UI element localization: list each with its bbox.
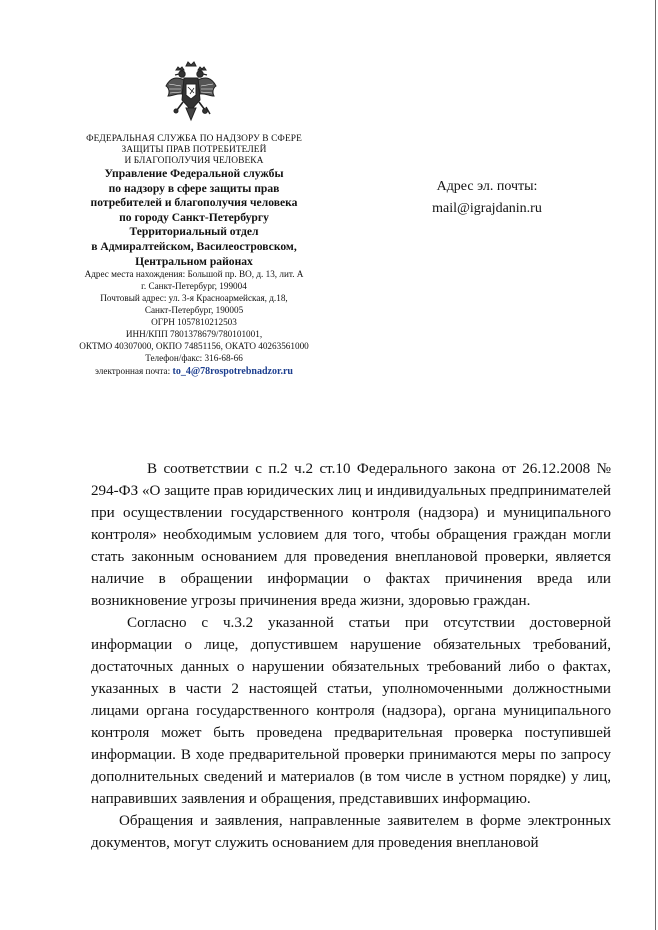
sender-header: [58, 134, 330, 377]
agency-name-line: ФЕДЕРАЛЬНАЯ СЛУЖБА ПО НАДЗОРУ В СФЕРЕ: [86, 134, 302, 144]
sender-email-link[interactable]: to_4@78rospotrebnadzor.ru: [172, 365, 293, 377]
address-line: г. Санкт-Петербург, 199004: [141, 281, 247, 292]
agency-name-line: И БЛАГОПОЛУЧИЯ ЧЕЛОВЕКА: [124, 156, 264, 166]
address-line: Санкт-Петербург, 190005: [144, 305, 244, 316]
sender-email-row: [58, 366, 330, 378]
department-line: в Адмиралтейском, Василеостровском,: [91, 239, 297, 253]
department-line: потребителей и благополучия человека: [90, 196, 298, 210]
page-right-edge: [655, 0, 656, 930]
sender-email-label: электронная почта:: [95, 365, 171, 376]
address-line: ИНН/КПП 7801378679/780101001,: [125, 328, 263, 339]
recipient-email: mail@igrajdanin.ru: [432, 200, 542, 216]
body-paragraph: Согласно с ч.3.2 указанной статьи при отсутствии достоверной информации о лице, допустившем нарушение обязательных требований, достаточных данных о нарушении обязательных требований либо о фактах, указанных в части 2 настоящей статьи, уполномоченными должностными лицами органа государственного контроля (надзора), органа муниципального контроля может быть проведена предварительная проверка поступившей информации. В ходе предварительной проверки принимаются меры по запросу дополнительных сведений и материалов (в том числе в устном порядке) у лиц, направивших заявления и обращения, представивших информацию.: [91, 615, 611, 807]
department-line: Территориальный отдел: [129, 225, 259, 239]
address-line: Почтовый адрес: ул. 3-я Красноармейская, д.18,: [100, 293, 288, 304]
body-paragraph: Обращения и заявления, направленные заявителем в форме электронных документов, могут служить основанием для проведения внеплановой: [91, 813, 611, 851]
coat-of-arms-icon: [164, 60, 218, 122]
department-line: Центральном районах: [135, 254, 253, 268]
address-line: Адрес места нахождения: Большой пр. ВО, д. 13, лит. А: [84, 269, 304, 280]
body-paragraph: В соответствии с п.2 ч.2 ст.10 Федерального закона от 26.12.2008 № 294-ФЗ «О защите прав юридических лиц и индивидуальных предпринимателей при осуществлении государственного контроля (надзора) и муниципального контроля» необходимым условием для того, чтобы обращения граждан могли стать законным основанием для проведения внеплановой проверки, является наличие в обращении информации о фактах причинения вреда или возникновение угрозы причинения вреда жизни, здоровью граждан.: [91, 461, 611, 609]
recipient-block: [402, 176, 572, 219]
address-line: Телефон/факс: 316-68-66: [145, 352, 243, 363]
recipient-label: Адрес эл. почты:: [436, 179, 538, 194]
address-line: ОКТМО 40307000, ОКПО 74851156, ОКАТО 40263561000: [79, 340, 309, 351]
department-line: по городу Санкт-Петербургу: [119, 210, 269, 224]
department-line: Управление Федеральной службы: [104, 167, 284, 180]
address-line: ОГРН 1057810212503: [151, 316, 237, 327]
letter-body: [91, 458, 611, 854]
agency-name-line: ЗАЩИТЫ ПРАВ ПОТРЕБИТЕЛЕЙ: [121, 145, 267, 155]
department-line: по надзору в сфере защиты прав: [108, 181, 280, 195]
